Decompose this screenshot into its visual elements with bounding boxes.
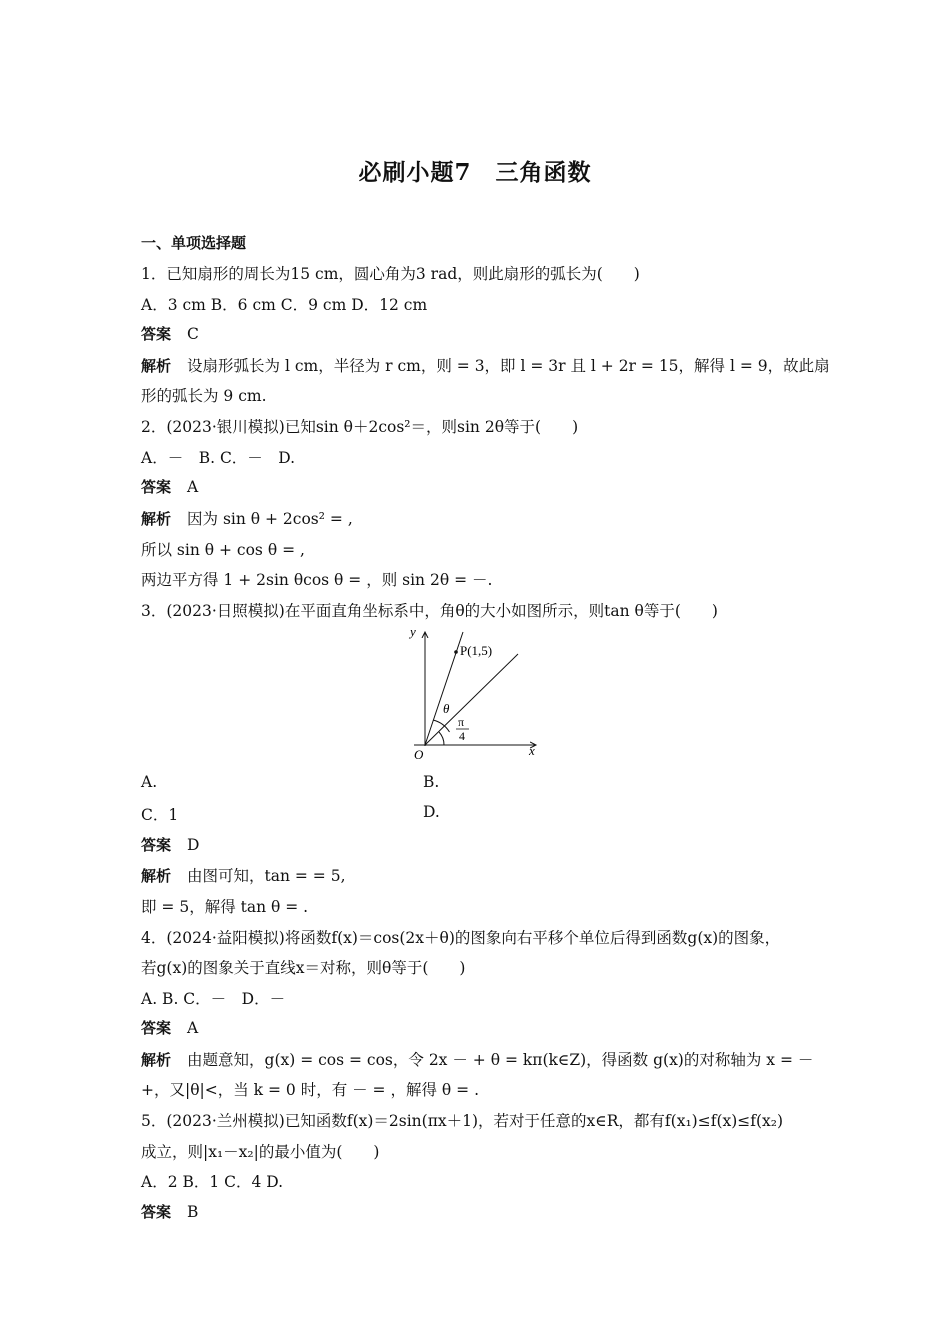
q4-answer: A: [187, 1019, 199, 1037]
q1-answer-line: [141, 323, 199, 344]
q4-stem-2: 若g(x)的图象关于直线x＝对称，则θ等于( ): [141, 959, 466, 977]
q5-answer-line: [141, 1201, 198, 1222]
q3-figure: [408, 622, 548, 764]
x-label: x: [529, 743, 535, 758]
point-label: P(1,5): [460, 643, 493, 658]
answer-label: 答案: [141, 478, 172, 496]
q5-stem-1: 5．(2023·兰州模拟)已知函数f(x)＝2sin(πx＋1)，若对于任意的x∈R，都有f(x₁)≤f(x)≤f(x₂): [141, 1112, 784, 1130]
q5-stem-2: 成立，则|x₁－x₂|的最小值为( ): [141, 1143, 380, 1161]
section-heading: 一、单项选择题: [141, 234, 247, 252]
q2-analysis-line: [141, 507, 353, 529]
y-label: y: [410, 624, 416, 639]
answer-label: 答案: [141, 325, 172, 343]
q1-stem: 1．已知扇形的周长为15 cm，圆心角为3 rad，则此扇形的弧长为( ): [141, 265, 640, 283]
analysis-label: 解析: [141, 510, 172, 528]
q4-answer-line: [141, 1017, 198, 1038]
page-title: 必刷小题7 三角函数: [358, 159, 592, 186]
q2-analysis-3: 两边平方得 1 + 2sin θcos θ = ，则 sin 2θ = －.: [141, 571, 493, 589]
q3-analysis-2: 即 = 5，解得 tan θ = .: [141, 898, 309, 916]
q3-option-d: D.: [423, 803, 440, 821]
q4-analysis-2: +，又|θ|<，当 k = 0 时，有 － = ，解得 θ = .: [141, 1081, 479, 1099]
q5-answer: B: [187, 1203, 199, 1221]
theta-arc: [433, 720, 450, 732]
q1-answer: C: [187, 325, 199, 343]
answer-label: 答案: [141, 1019, 172, 1037]
q4-analysis-line: [141, 1048, 813, 1070]
analysis-label: 解析: [141, 867, 172, 885]
analysis-label: 解析: [141, 357, 172, 375]
q3-option-a: A.: [141, 773, 158, 791]
q3-analysis-1: 由图可知，tan = = 5,: [187, 867, 346, 885]
q1-analysis-line: [141, 354, 830, 376]
q3-answer: D: [187, 836, 200, 854]
q2-analysis-2: 所以 sin θ + cos θ = ,: [141, 541, 305, 559]
answer-label: 答案: [141, 1203, 172, 1221]
q3-stem: 3．(2023·日照模拟)在平面直角坐标系中，角θ的大小如图所示，则tan θ等于( ): [141, 602, 718, 620]
pi-label: π: [458, 715, 465, 729]
q4-analysis-1: 由题意知，g(x) = cos = cos，令 2x － + θ = kπ(k∈Z)，得函数 g(x)的对称轴为 x = －: [187, 1051, 814, 1069]
q2-options: A．－ B. C．－ D.: [141, 449, 296, 467]
theta-label: θ: [443, 701, 450, 716]
q3-answer-line: [141, 834, 199, 855]
q3-option-c: C．1: [141, 806, 179, 824]
q3-analysis-line: [141, 864, 346, 886]
q2-answer-line: [141, 476, 198, 497]
q4-stem-1: 4．(2024·益阳模拟)将函数f(x)＝cos(2x＋θ)的图象向右平移个单位后得到函数g(x)的图象，: [141, 929, 781, 947]
q5-options: A．2 B．1 C．4 D.: [141, 1173, 284, 1191]
point-p: [454, 650, 458, 654]
q1-analysis-2: 形的弧长为 9 cm.: [141, 387, 267, 405]
q2-stem: 2．(2023·银川模拟)已知sin θ＋2cos²＝，则sin 2θ等于( ): [141, 418, 579, 436]
origin-label: O: [414, 747, 424, 762]
q1-options: A．3 cm B．6 cm C．9 cm D．12 cm: [141, 296, 428, 314]
q2-analysis-1: 因为 sin θ + 2cos² = ,: [187, 510, 353, 528]
q1-analysis-1: 设扇形弧长为 l cm，半径为 r cm，则 = 3，即 l = 3r 且 l + 2r = 15，解得 l = 9，故此扇: [187, 357, 830, 375]
four-label: 4: [459, 729, 465, 743]
q2-answer: A: [187, 478, 199, 496]
pi4-arc: [439, 732, 444, 745]
pi-over-4-ray: [425, 654, 518, 745]
q4-options: A. B. C．－ D．－: [141, 990, 286, 1008]
analysis-label: 解析: [141, 1051, 172, 1069]
answer-label: 答案: [141, 836, 172, 854]
q3-option-b: B.: [423, 773, 440, 791]
